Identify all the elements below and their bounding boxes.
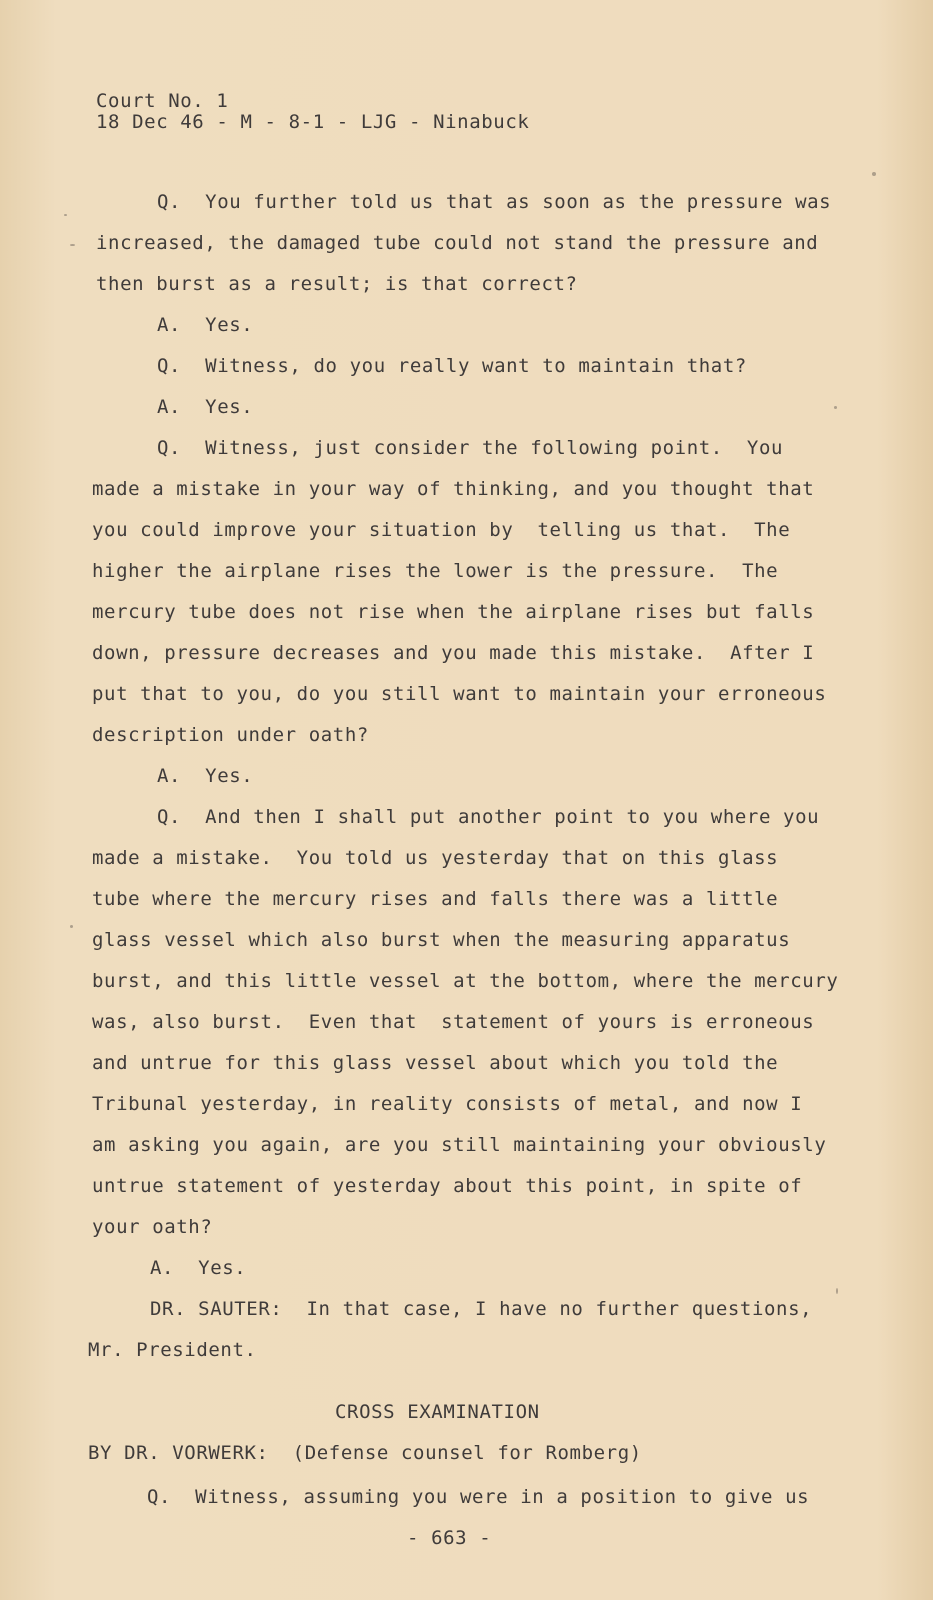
transcript-line: then burst as a result; is that correct? — [96, 273, 578, 295]
transcript-line: you could improve your situation by telling us that. The — [92, 519, 791, 541]
transcript-line: A. Yes. — [150, 1257, 247, 1279]
transcript-line: DR. SAUTER: In that case, I have no further questions, — [150, 1298, 813, 1320]
ink-speckle — [70, 925, 73, 928]
transcript-line: mercury tube does not rise when the airplane rises but falls — [92, 601, 815, 623]
transcript-line: Q. You further told us that as soon as the pressure was — [157, 191, 832, 213]
ink-speckle — [64, 214, 67, 216]
ink-speckle — [872, 172, 876, 176]
transcript-line: Q. Witness, assuming you were in a position to give us — [147, 1486, 810, 1508]
transcript-line: Tribunal yesterday, in reality consists of metal, and now I — [92, 1093, 803, 1115]
ink-speckle — [70, 244, 75, 246]
session-reference: 18 Dec 46 - M - 8-1 - LJG - Ninabuck — [96, 111, 530, 133]
transcript-line: description under oath? — [92, 724, 369, 746]
transcript-line: A. Yes. — [157, 396, 254, 418]
transcript-line: A. Yes. — [157, 314, 254, 336]
transcript-line: down, pressure decreases and you made this mistake. After I — [92, 642, 815, 664]
transcript-line: was, also burst. Even that statement of yours is erroneous — [92, 1011, 815, 1033]
transcript-line: tube where the mercury rises and falls there was a little — [92, 888, 779, 910]
transcript-line: untrue statement of yesterday about this point, in spite of — [92, 1175, 803, 1197]
transcript-line: made a mistake in your way of thinking, and you thought that — [92, 478, 815, 500]
transcript-line: am asking you again, are you still maintaining your obviously — [92, 1134, 827, 1156]
transcript-line: Q. Witness, do you really want to maintain that? — [157, 355, 747, 377]
transcript-line: put that to you, do you still want to maintain your erroneous — [92, 683, 827, 705]
transcript-line: and untrue for this glass vessel about which you told the — [92, 1052, 779, 1074]
transcript-line: Q. And then I shall put another point to you where you — [157, 806, 820, 828]
transcript-line: your oath? — [92, 1216, 213, 1238]
court-number: Court No. 1 — [96, 90, 229, 112]
transcript-line: glass vessel which also burst when the measuring apparatus — [92, 929, 791, 951]
transcript-line: A. Yes. — [157, 765, 254, 787]
transcript-line: Mr. President. — [88, 1339, 257, 1361]
ink-speckle — [836, 1288, 838, 1294]
examiner-line: BY DR. VORWERK: (Defense counsel for Romberg) — [88, 1442, 642, 1464]
transcript-line: increased, the damaged tube could not stand the pressure and — [96, 232, 819, 254]
transcript-line: Q. Witness, just consider the following point. You — [157, 437, 784, 459]
transcript-line: higher the airplane rises the lower is the pressure. The — [92, 560, 779, 582]
page-number: - 663 - — [407, 1527, 492, 1549]
section-heading: CROSS EXAMINATION — [335, 1401, 540, 1423]
transcript-line: made a mistake. You told us yesterday that on this glass — [92, 847, 779, 869]
ink-speckle — [834, 406, 837, 409]
transcript-line: burst, and this little vessel at the bottom, where the mercury — [92, 970, 839, 992]
